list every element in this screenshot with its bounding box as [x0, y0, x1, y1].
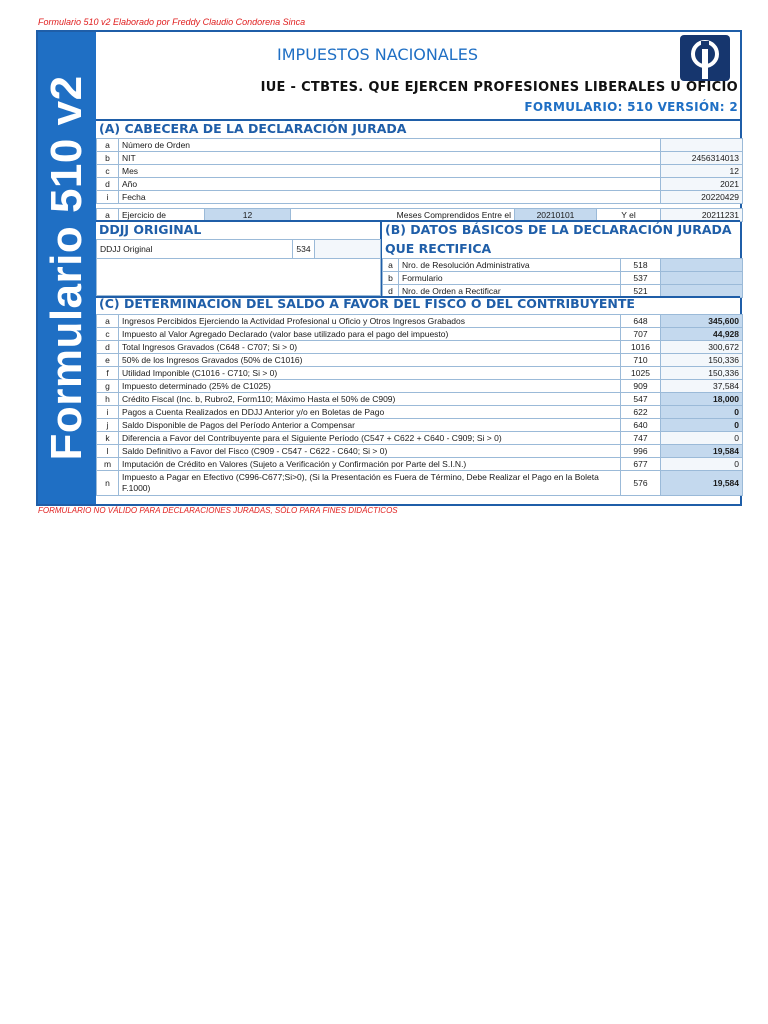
c1025-field: 150,336: [661, 367, 743, 380]
nro-resolucion-field[interactable]: [661, 259, 743, 272]
section-b-title-line2: QUE RECTIFICA: [385, 241, 492, 256]
c648-field[interactable]: 345,600: [661, 315, 743, 328]
c996-field: 19,584: [661, 445, 743, 458]
header-subtitle: IUE - CTBTES. QUE EJERCEN PROFESIONES LIBERALES U OFICIO: [260, 80, 738, 95]
sidebar-title: Formulario 510 v2: [42, 75, 91, 461]
table-row: b NIT 2456314013: [97, 152, 743, 165]
section-b-table: [382, 258, 743, 298]
table-row: c Mes 12: [97, 165, 743, 178]
table-row: n Impuesto a Pagar en Efectivo (C996-C677;Si>0), (Si la Presentación es Fuera de Término, Debe Realizar el Pago en la Boleta F.1000) 576 19,584: [97, 471, 743, 496]
c710-field: 150,336: [661, 354, 743, 367]
mes-field[interactable]: 12: [661, 165, 743, 178]
table-row: l Saldo Definitivo a Favor del Fisco (C909 - C547 - C622 - C640; Si > 0) 996 19,584: [97, 445, 743, 458]
section-b-title: (B) DATOS BÁSICOS DE LA DECLARACIÓN JURADA: [385, 222, 732, 237]
c622-field[interactable]: 0: [661, 406, 743, 419]
section-c-title: (C) DETERMINACION DEL SALDO A FAVOR DEL FISCO O DEL CONTRIBUYENTE: [99, 296, 635, 311]
formulario-field[interactable]: [661, 272, 743, 285]
sidebar-banner: [38, 32, 96, 504]
header-title: IMPUESTOS NACIONALES: [277, 45, 478, 64]
c547-field[interactable]: 18,000: [661, 393, 743, 406]
section-a-title: (A) CABECERA DE LA DECLARACIÓN JURADA: [99, 121, 407, 136]
fecha-field[interactable]: 20220429: [661, 191, 743, 204]
table-row: j Saldo Disponible de Pagos del Período Anterior a Compensar 640 0: [97, 419, 743, 432]
table-row: a Número de Orden: [97, 139, 743, 152]
table-row: d Total Ingresos Gravados (C648 - C707; Si > 0) 1016 300,672: [97, 341, 743, 354]
form-510: [36, 30, 742, 506]
ddjj-original-field[interactable]: [315, 240, 381, 259]
form-version: FORMULARIO: 510 VERSIÓN: 2: [524, 100, 738, 114]
c747-field: 0: [661, 432, 743, 445]
nit-field[interactable]: 2456314013: [661, 152, 743, 165]
c677-field[interactable]: 0: [661, 458, 743, 471]
numero-orden-field[interactable]: [661, 139, 743, 152]
ddjj-table: [96, 239, 381, 296]
c640-field[interactable]: 0: [661, 419, 743, 432]
c707-field[interactable]: 44,928: [661, 328, 743, 341]
table-row: a Ingresos Percibidos Ejerciendo la Actividad Profesional u Oficio y Otros Ingresos Grabados 648 345,600: [97, 315, 743, 328]
table-row: g Impuesto determinado (25% de C1025) 909 37,584: [97, 380, 743, 393]
period-from-field[interactable]: 20210101: [515, 209, 597, 222]
table-row: m Imputación de Crédito en Valores (Sujeto a Verificación y Confirmación por Parte del S.I.N.) 677 0: [97, 458, 743, 471]
table-row: DDJJ Original 534: [97, 240, 381, 259]
table-row: i Pagos a Cuenta Realizados en DDJJ Anterior y/o en Boletas de Pago 622 0: [97, 406, 743, 419]
table-row: a Nro. de Resolución Administrativa 518: [383, 259, 743, 272]
impuestos-logo-icon: [680, 35, 730, 81]
table-row: e 50% de los Ingresos Gravados (50% de C1016) 710 150,336: [97, 354, 743, 367]
disclaimer-note: FORMULARIO NO VÁLIDO PARA DECLARACIONES JURADAS, SÓLO PARA FINES DIDÁCTICOS: [38, 506, 398, 515]
period-to-field[interactable]: 20211231: [661, 209, 743, 222]
table-row: d Año 2021: [97, 178, 743, 191]
section-c-table: [96, 314, 743, 496]
table-row: i Fecha 20220429: [97, 191, 743, 204]
table-row: f Utilidad Imponible (C1016 - C710; Si > 0) 1025 150,336: [97, 367, 743, 380]
c576-field: 19,584: [661, 471, 743, 496]
table-row: [97, 259, 381, 296]
section-a-table: [96, 138, 743, 204]
ddjj-title: DDJJ ORIGINAL: [99, 222, 202, 237]
table-row: a Ejercicio de 12 Meses Comprendidos Entre el 20210101 Y el 20211231: [97, 209, 743, 222]
table-row: b Formulario 537: [383, 272, 743, 285]
c909-field: 37,584: [661, 380, 743, 393]
anio-field[interactable]: 2021: [661, 178, 743, 191]
table-row: h Crédito Fiscal (Inc. b, Rubro2, Form110; Máximo Hasta el 50% de C909) 547 18,000: [97, 393, 743, 406]
table-row: c Impuesto al Valor Agregado Declarado (valor base utilizado para el pago del impuesto) 707 44,928: [97, 328, 743, 341]
table-row: k Diferencia a Favor del Contribuyente para el Siguiente Período (C547 + C622 + C640 - C909; Si > 0) 747 0: [97, 432, 743, 445]
ejercicio-meses-field[interactable]: 12: [205, 209, 291, 222]
c1016-field: 300,672: [661, 341, 743, 354]
author-note: Formulario 510 v2 Elaborado por Freddy Claudio Condorena Sinca: [38, 17, 306, 27]
form-body: [96, 32, 740, 504]
table-row: d Nro. de Orden a Rectificar 521: [383, 285, 743, 298]
